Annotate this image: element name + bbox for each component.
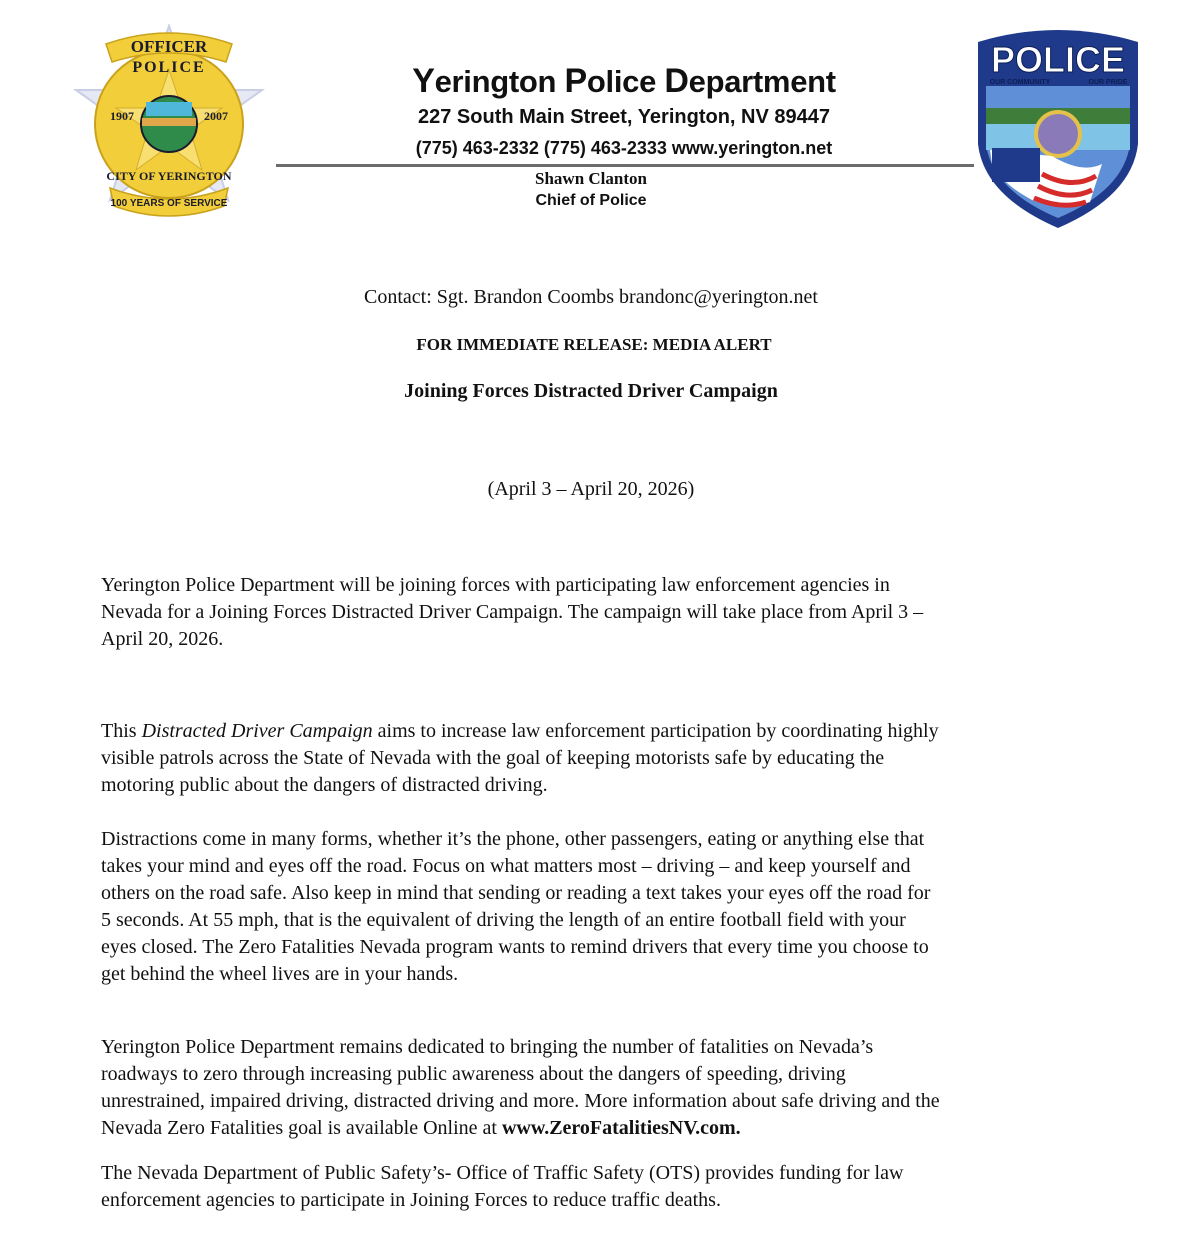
paragraph-line: Yerington Police Department remains dedicated to bringing the number of fatalities on Nevada’s	[101, 1036, 874, 1058]
title-rest-3: epartment	[688, 64, 836, 99]
patch-flag-stars-field	[992, 148, 1040, 182]
chief-name: Shawn Clanton	[535, 169, 647, 188]
paragraph-line	[101, 718, 1091, 745]
badge-police-text: POLICE	[132, 59, 206, 76]
title-rest-2: olice	[586, 64, 665, 99]
title-rest-1: erington	[434, 64, 565, 99]
paragraph-line	[101, 1115, 1091, 1142]
text-run: Nevada Zero Fatalities goal is available Online at	[101, 1117, 502, 1139]
paragraph-announcement	[101, 572, 1091, 653]
paragraph-line: others on the road safe. Also keep in mind that sending or reading a text takes your eyes off the road for	[101, 882, 931, 904]
paragraph-campaign-aims	[101, 718, 1091, 799]
paragraph-line: eyes closed. The Zero Fatalities Nevada program wants to remind drivers that every time you choose to	[101, 936, 929, 958]
paragraph-line: Yerington Police Department will be joining forces with participating law enforcement agencies in	[101, 574, 890, 596]
campaign-headline: Joining Forces Distracted Driver Campaign	[404, 380, 778, 402]
patch-motto-left: OUR COMMUNITY	[989, 79, 1051, 86]
chief-block	[276, 168, 906, 212]
paragraph-distractions	[101, 826, 1091, 988]
badge-officer-text: OFFICER	[130, 37, 208, 56]
text-run: aims to increase law enforcement participation by coordinating highly	[372, 720, 939, 742]
paragraph-line: unrestrained, impaired driving, distracted driving and more. More information about safe driving and the	[101, 1090, 940, 1112]
release-label: FOR IMMEDIATE RELEASE: MEDIA ALERT	[416, 335, 772, 354]
paragraph-line: April 20, 2026.	[101, 628, 224, 650]
badge-seal-sky	[146, 102, 192, 116]
zero-fatalities-link[interactable]: www.ZeroFatalitiesNV.com.	[501, 1117, 741, 1139]
paragraph-funding	[101, 1160, 1091, 1214]
badge-year-right: 2007	[204, 109, 228, 123]
title-cap-3: D	[664, 62, 689, 100]
department-name	[276, 62, 972, 101]
paragraph-line: 5 seconds. At 55 mph, that is the equivalent of driving the length of an entire football field with your	[101, 909, 906, 931]
paragraph-line: visible patrols across the State of Nevada with the goal of keeping motorists safe by educating the	[101, 747, 885, 769]
letterhead-divider	[276, 164, 974, 167]
paragraph-line: Distractions come in many forms, whether it’s the phone, other passengers, eating or anything else that	[101, 828, 925, 850]
paragraph-line: Nevada for a Joining Forces Distracted Driver Campaign. The campaign will take place from April 3 –	[101, 601, 924, 623]
paragraph-zero-fatalities	[101, 1034, 1091, 1142]
officer-police-badge-logo	[66, 24, 272, 228]
title-cap-1: Y	[412, 62, 435, 100]
patch-motto-right: OUR PRIDE	[1088, 79, 1128, 86]
patch-police-text: POLICE	[990, 39, 1126, 80]
campaign-dates: (April 3 – April 20, 2026)	[487, 478, 695, 500]
text-run: This	[101, 720, 142, 742]
badge-city-text: CITY OF YERINGTON	[106, 169, 232, 183]
patch-city-seal	[1036, 112, 1080, 156]
contact-line: Contact: Sgt. Brandon Coombs brandonc@yerington.net	[364, 286, 818, 308]
paragraph-line: get behind the wheel lives are in your hands.	[101, 963, 459, 985]
police-patch-logo	[972, 24, 1144, 230]
chief-title: Chief of Police	[535, 192, 647, 209]
paragraph-line: enforcement agencies to participate in Joining Forces to reduce traffic deaths.	[101, 1189, 721, 1211]
paragraph-line: motoring public about the dangers of distracted driving.	[101, 774, 548, 796]
title-cap-2: P	[564, 62, 587, 100]
paragraph-line: takes your mind and eyes off the road. Focus on what matters most – driving – and keep yourself and	[101, 855, 911, 877]
department-address: 227 South Main Street, Yerington, NV 89447	[418, 106, 830, 128]
badge-ribbon-text: 100 YEARS OF SERVICE	[110, 198, 228, 209]
paragraph-line: The Nevada Department of Public Safety’s- Office of Traffic Safety (OTS) provides funding for law	[101, 1162, 904, 1184]
badge-seal-sand	[142, 118, 196, 126]
paragraph-line: roadways to zero through increasing public awareness about the dangers of speeding, driving	[101, 1063, 846, 1085]
department-phones-website: (775) 463-2332 (775) 463-2333 www.yerington.net	[415, 138, 833, 158]
campaign-name-italic: Distracted Driver Campaign	[141, 720, 373, 742]
badge-year-left: 1907	[110, 109, 134, 123]
